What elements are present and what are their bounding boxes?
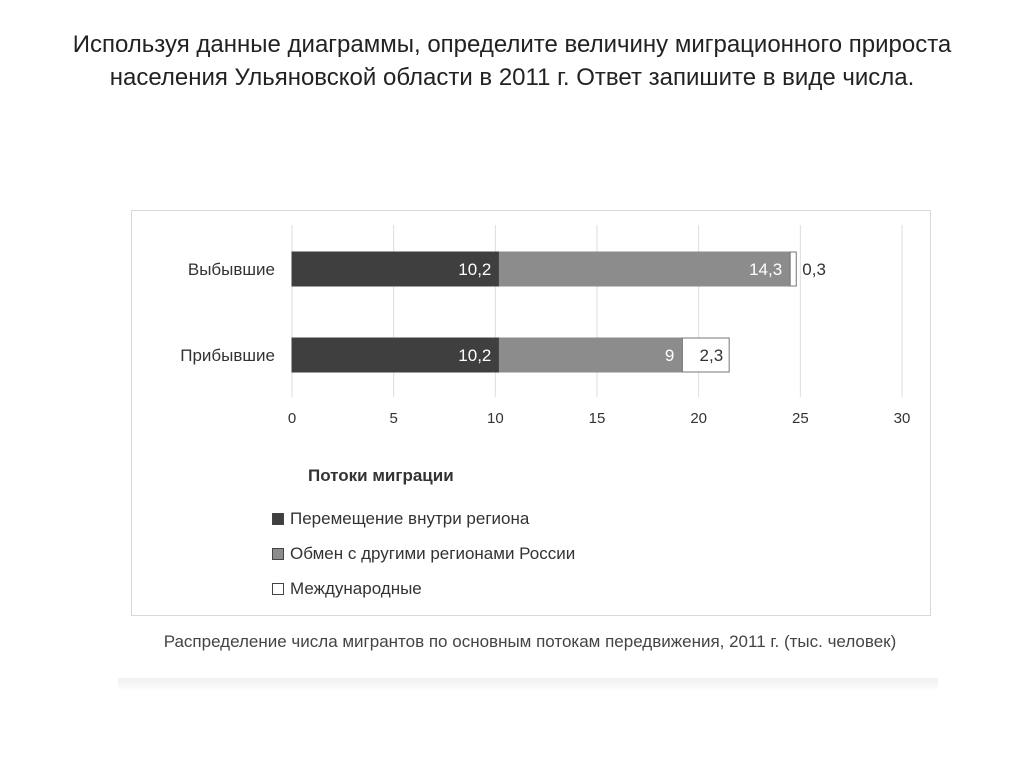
chart-legend <box>272 466 575 606</box>
bar-segment <box>790 252 796 286</box>
bar-value-label: 0,3 <box>802 260 826 279</box>
legend-label-within-region: Перемещение внутри региона <box>290 508 530 528</box>
legend-item-within-region <box>272 501 575 536</box>
x-tick-label: 25 <box>791 410 809 427</box>
bar-value-label: 10,2 <box>458 346 492 365</box>
legend-title: Потоки миграции <box>308 466 454 485</box>
legend-label-international: Международные <box>290 578 422 598</box>
legend-swatch-within-region <box>272 513 284 525</box>
bar-value-label: 2,3 <box>699 346 724 365</box>
x-tick-label: 10 <box>486 410 504 427</box>
x-tick-label: 30 <box>893 410 911 427</box>
bar-value-label: 9 <box>664 346 675 365</box>
bar-value-label: 10,2 <box>458 260 492 279</box>
bar-segment <box>499 252 790 286</box>
chart-caption: Распределение числа мигрантов по основным потокам передвижения, 2011 г. (тыс. человек) <box>163 632 897 651</box>
legend-swatch-other-regions <box>272 548 284 560</box>
category-label: Выбывшие <box>187 260 275 279</box>
bar-value-label: 14,3 <box>749 260 783 279</box>
page-shadow <box>118 678 938 692</box>
question-text: Используя данные диаграммы, определите величину миграционного прироста населения Ульяновской области в 2011 г. Ответ запишите в виде числа. <box>72 31 952 91</box>
x-tick-label: 0 <box>287 410 297 427</box>
legend-swatch-international <box>272 583 284 595</box>
legend-label-other-regions: Обмен с другими регионами России <box>290 543 576 563</box>
x-tick-label: 15 <box>588 410 606 427</box>
legend-item-other-regions <box>272 536 575 571</box>
legend-item-international <box>272 571 575 606</box>
x-tick-label: 20 <box>690 410 708 427</box>
x-tick-label: 5 <box>389 410 398 427</box>
chart-figure <box>131 210 931 616</box>
category-label: Прибывшие <box>180 346 275 365</box>
bar-segment <box>499 338 682 372</box>
